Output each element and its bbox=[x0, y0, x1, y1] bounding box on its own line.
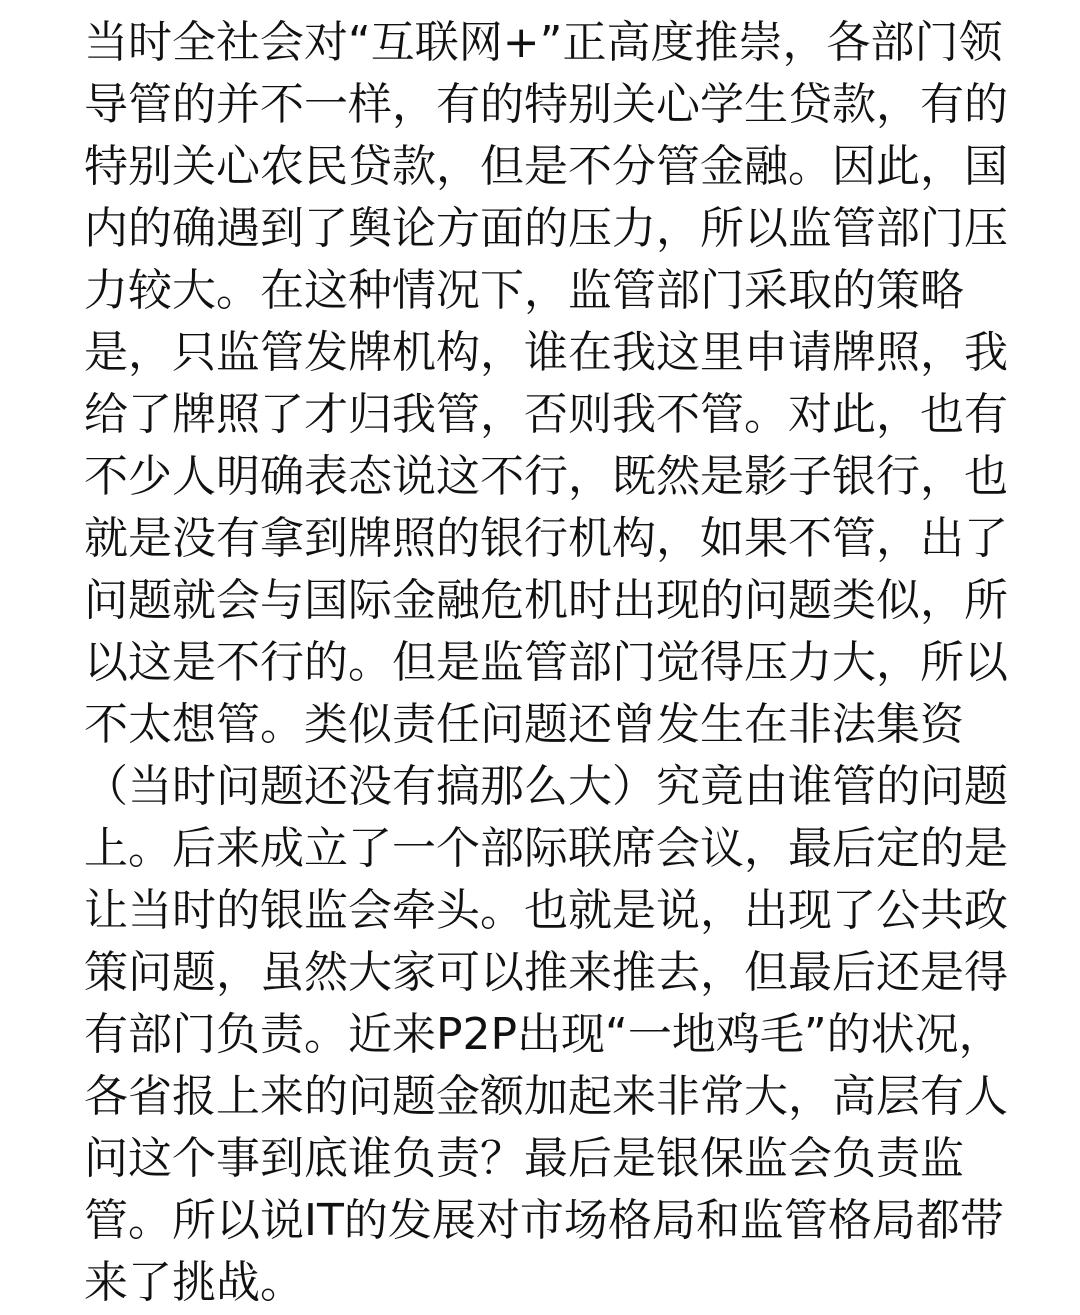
text-line: 给了牌照了才归我管，否则我不管。对此，也有 bbox=[84, 389, 1008, 440]
text-line: 就是没有拿到牌照的银行机构，如果不管，出了 bbox=[84, 513, 1008, 564]
text-line: 不少人明确表态说这不行，既然是影子银行，也 bbox=[84, 451, 1008, 502]
text-line: 当时全社会对“互联网+”正高度推崇，各部门领 bbox=[84, 17, 1003, 68]
text-line: 内的确遇到了舆论方面的压力，所以监管部门压 bbox=[84, 203, 1008, 254]
text-line: 有部门负责。近来P2P出现“一地鸡毛”的状况， bbox=[84, 1009, 1003, 1060]
text-line: 策问题，虽然大家可以推来推去，但最后还是得 bbox=[84, 947, 1008, 998]
text-line: 让当时的银监会牵头。也就是说，出现了公共政 bbox=[84, 885, 1008, 936]
text-line: 管。所以说IT的发展对市场格局和监管格局都带 bbox=[84, 1195, 1004, 1246]
text-line: （当时问题还没有搞那么大）究竟由谁管的问题 bbox=[84, 761, 1008, 812]
text-line: 力较大。在这种情况下，监管部门采取的策略 bbox=[84, 265, 964, 316]
text-line: 是，只监管发牌机构，谁在我这里申请牌照，我 bbox=[84, 327, 1008, 378]
text-line: 以这是不行的。但是监管部门觉得压力大，所以 bbox=[84, 637, 1008, 688]
text-line: 各省报上来的问题金额加起来非常大，高层有人 bbox=[84, 1071, 1008, 1122]
text-line: 导管的并不一样，有的特别关心学生贷款，有的 bbox=[84, 79, 1008, 130]
text-line: 不太想管。类似责任问题还曾发生在非法集资 bbox=[84, 699, 964, 750]
text-line: 问题就会与国际金融危机时出现的问题类似，所 bbox=[84, 575, 1008, 626]
text-line: 特别关心农民贷款，但是不分管金融。因此，国 bbox=[84, 141, 1008, 192]
text-line: 来了挑战。 bbox=[84, 1257, 304, 1308]
text-line: 上。后来成立了一个部际联席会议，最后定的是 bbox=[84, 823, 1008, 874]
text-line: 问这个事到底谁负责？最后是银保监会负责监 bbox=[84, 1133, 964, 1184]
